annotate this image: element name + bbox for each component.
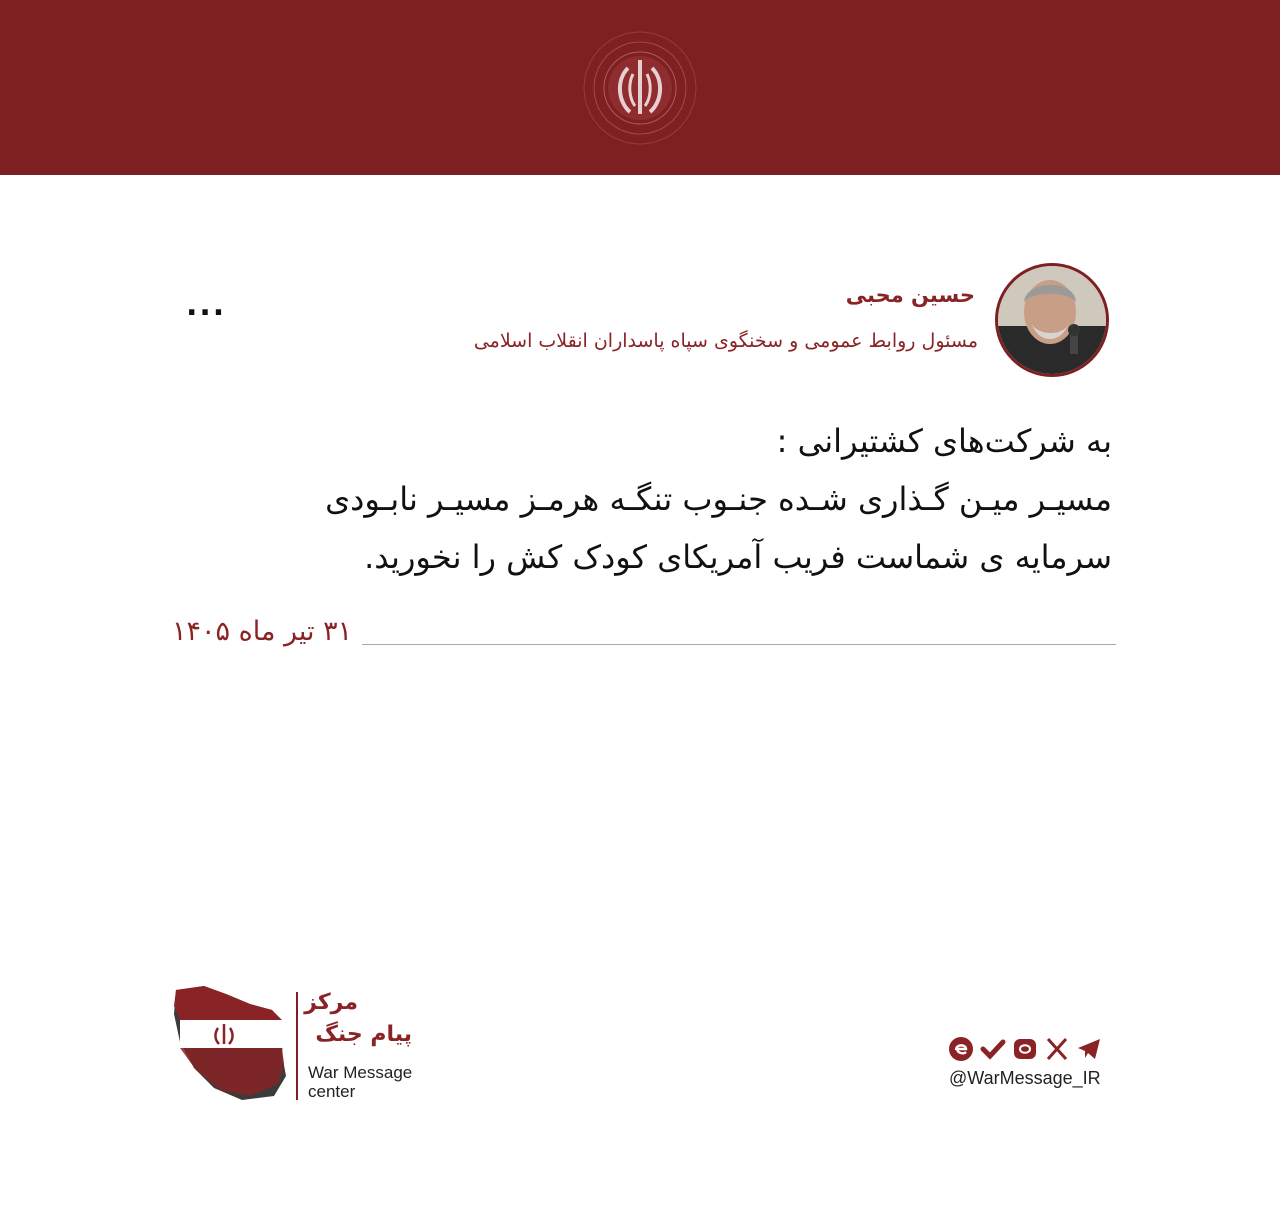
ghost-text [640,266,651,306]
logo-subtitle-en: center [308,1082,356,1101]
logo-subtitle-fa: پیام جنگ [315,1022,412,1047]
quote-text [152,412,1112,586]
telegram-icon[interactable] [1076,1036,1102,1062]
iran-emblem-icon [580,28,700,148]
logo-title-fa: مرکز [304,990,358,1015]
quote-line: به شرکت‌های کشتیرانی : [776,422,1112,460]
x-icon[interactable] [1044,1036,1070,1062]
author-name: حسین محبی [845,283,975,307]
rubika-icon[interactable] [1012,1036,1038,1062]
author-avatar [995,263,1109,377]
divider [362,644,1116,645]
logo-divider [296,992,298,1100]
check-icon[interactable] [980,1036,1006,1062]
header-banner [0,0,1280,175]
social-icons [948,1036,1102,1062]
author-role: مسئول روابط عمومی و سخنگوی سپاه پاسداران انقلاب اسلامی [473,330,978,352]
iran-map-logo-icon [170,984,290,1104]
eitaa-icon[interactable] [948,1036,974,1062]
quote-line: سرمایه ی شماست فریب آمریکای کودک کش را نخورید. [364,538,1112,576]
logo-title-en: War Message [308,1063,413,1082]
quote-line: مسیـر میـن گـذاری شـده جنـوب تنگـه هرمـز مسیـر نابـودی [325,480,1112,518]
date-label: ۳۱ تیر ماه ۱۴۰۵ [172,616,353,647]
social-handle[interactable]: @WarMessage_IR [949,1068,1101,1088]
ellipsis: ... [186,288,227,323]
